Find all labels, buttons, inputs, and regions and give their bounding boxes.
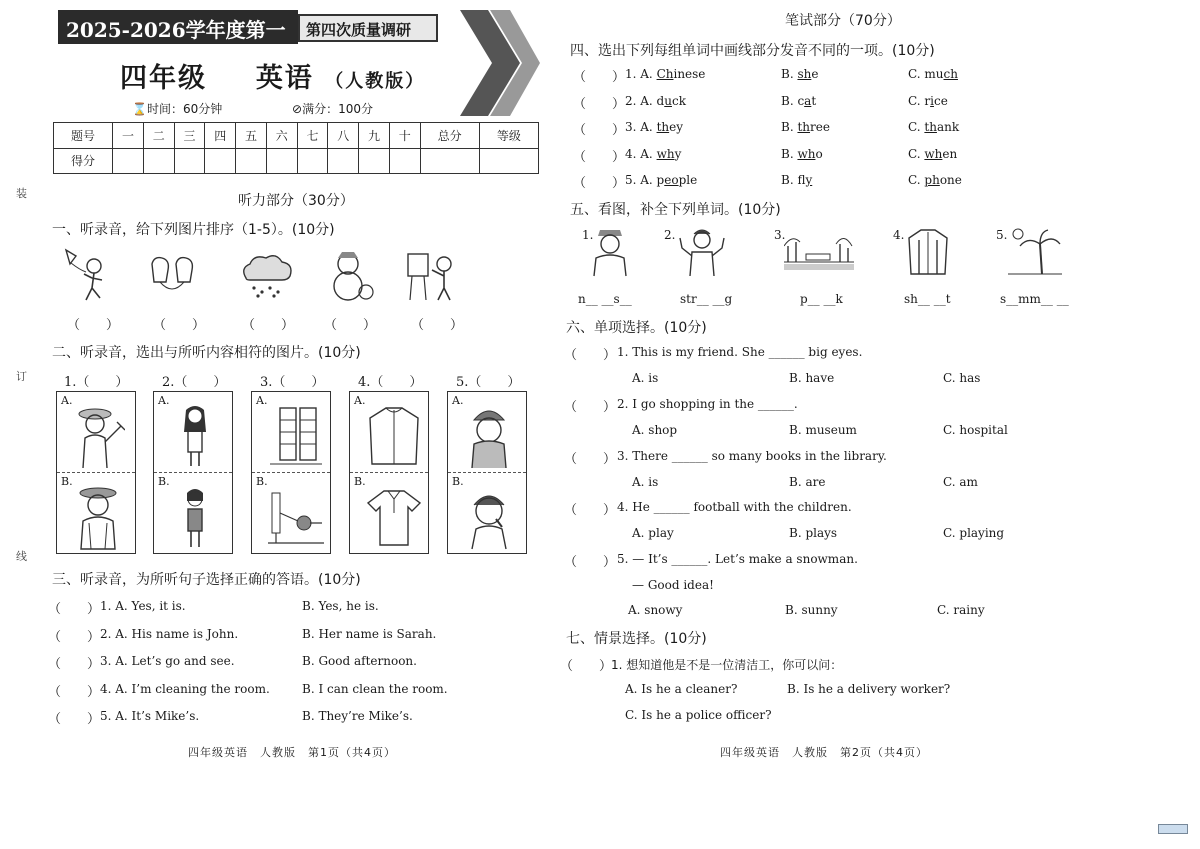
option-c: C. has xyxy=(943,371,981,385)
answer-blank[interactable]: （ ） xyxy=(48,712,101,727)
answer-blank[interactable]: （ ） xyxy=(242,318,295,333)
score-cell: 五 xyxy=(236,123,267,149)
option-label: A. xyxy=(354,394,366,407)
score-cell: 一 xyxy=(113,123,144,149)
word-part: C. xyxy=(908,120,925,134)
mittens-icon xyxy=(148,254,198,300)
question-text: 3. There ______ so many books in the library. xyxy=(617,449,887,463)
year-banner: 2025-2026学年度第一学期 xyxy=(58,10,298,44)
answer-blank[interactable]: （ ） xyxy=(573,176,626,191)
word-part: inese xyxy=(673,67,706,81)
question-text: 5. — It’s ______. Let’s make a snowman. xyxy=(617,552,858,566)
word-part: C. mu xyxy=(908,67,944,81)
answer-blank[interactable]: （ ） xyxy=(48,657,101,672)
option-b: B. are xyxy=(789,475,826,489)
score-cell: 四 xyxy=(205,123,236,149)
question-number: 2. xyxy=(664,228,676,242)
word-blank[interactable]: s__mm__ __ xyxy=(1000,292,1069,306)
check-circle-icon: ⊘ xyxy=(292,102,303,116)
option-b: B. Yes, he is. xyxy=(302,599,379,613)
answer-blank[interactable]: （ ） xyxy=(48,630,101,645)
question-number: 1. xyxy=(582,228,594,242)
score-input-cell[interactable] xyxy=(328,148,359,174)
picture-choice-box xyxy=(447,391,527,554)
hourglass-icon: ⌛ xyxy=(132,102,147,116)
strong-boy-icon xyxy=(676,226,728,278)
word-part: B. xyxy=(781,67,798,81)
option-label: A. xyxy=(158,394,170,407)
score-table-header-row xyxy=(54,123,539,149)
listening-title: 听力部分（30分） xyxy=(238,193,354,209)
option-b: B. have xyxy=(789,371,835,385)
score-input-cell[interactable] xyxy=(113,148,144,174)
score-input-cell[interactable] xyxy=(297,148,328,174)
word-part: ey xyxy=(669,120,684,134)
option-a: 1. A. Yes, it is. xyxy=(100,599,186,613)
option-a: 4. A. I’m cleaning the room. xyxy=(100,682,270,696)
underlined-letters: wh xyxy=(797,147,816,161)
option-a: 5. A. It’s Mike’s. xyxy=(100,709,200,723)
page-footer: 四年级英语 人教版 第2页（共4页） xyxy=(720,746,928,759)
rain-cloud-icon xyxy=(238,252,296,300)
option-label: B. xyxy=(452,475,464,488)
score-cell: 八 xyxy=(328,123,359,149)
option-b xyxy=(781,67,818,81)
score-cell: 总分 xyxy=(420,123,479,149)
margin-mark: 线 xyxy=(16,550,27,563)
score-cell: 二 xyxy=(143,123,174,149)
score-cell: 题号 xyxy=(54,123,113,149)
underlined-letters: wh xyxy=(656,147,675,161)
option-b: B. I can clean the room. xyxy=(302,682,448,696)
answer-blank[interactable]: （ ） xyxy=(67,318,120,333)
answer-blank[interactable]: （ ） xyxy=(573,150,626,165)
page-footer: 四年级英语 人教版 第1页（共4页） xyxy=(188,746,396,759)
kite-boy-icon xyxy=(62,248,112,304)
option-b[interactable] xyxy=(448,473,526,554)
score-input-cell[interactable] xyxy=(236,148,267,174)
score-cell: 九 xyxy=(359,123,390,149)
snowman-icon xyxy=(326,250,376,302)
option-a xyxy=(625,67,705,81)
section-4-title: 四、选出下列每组单词中画线部分发音不同的一项。(10分) xyxy=(570,43,935,59)
word-part: 1. A. xyxy=(625,67,657,81)
question-text-reply: — Good idea! xyxy=(632,578,714,592)
question-number: 4. xyxy=(893,228,905,242)
option-c: C. rainy xyxy=(937,603,985,617)
exam-banner: 第四次质量调研 xyxy=(298,14,438,42)
score-input-cell[interactable] xyxy=(479,148,538,174)
option-a: A. is xyxy=(632,475,659,489)
girl-short-hair-icon xyxy=(168,483,222,551)
word-blank[interactable]: p__ __k xyxy=(800,292,843,306)
option-c xyxy=(908,94,948,108)
option-b: B. Her name is Sarah. xyxy=(302,627,437,641)
word-blank[interactable]: sh__ __t xyxy=(904,292,951,306)
question-text: 1. 想知道他是不是一位清洁工，你可以问： xyxy=(611,658,843,672)
picture-choice-box xyxy=(349,391,429,554)
section-2-title: 二、听录音，选出与所听内容相符的图片。(10分) xyxy=(52,345,361,361)
word-part: 4. A. xyxy=(625,147,657,161)
answer-blank[interactable]: （ ） xyxy=(48,602,101,617)
word-part: e xyxy=(811,67,819,81)
word-part: C. xyxy=(908,173,925,187)
shirt-long-sleeve-icon xyxy=(905,226,951,278)
answer-blank[interactable]: （ ） xyxy=(48,685,101,700)
picture-choice-box xyxy=(153,391,233,554)
section-1-title: 一、听录音，给下列图片排序（1-5）。(10分) xyxy=(52,222,335,238)
underlined-letters: th xyxy=(924,120,937,134)
answer-blank[interactable]: （ ） xyxy=(573,123,626,138)
answer-blank[interactable]: （ ） xyxy=(560,659,613,674)
option-b: B. Good afternoon. xyxy=(302,654,417,668)
option-b[interactable] xyxy=(252,473,330,554)
option-label: A. xyxy=(452,394,464,407)
underlined-letters: sh xyxy=(797,67,812,81)
underlined-letters: ch xyxy=(943,67,958,81)
answer-blank[interactable]: （ ） xyxy=(564,400,617,415)
bookshelf-library-icon xyxy=(266,402,326,468)
time-label: 时间：60分钟 xyxy=(146,102,223,116)
word-part: o xyxy=(815,147,823,161)
option-a: A. shop xyxy=(632,423,678,437)
word-part: ree xyxy=(810,120,830,134)
underlined-letters: y xyxy=(805,173,813,187)
full-score-label: 满分：100分 xyxy=(302,102,373,116)
word-part: B. c xyxy=(781,94,805,108)
option-label: B. xyxy=(354,475,366,488)
underlined-letters: i xyxy=(930,94,934,108)
option-a[interactable] xyxy=(252,392,330,473)
option-a[interactable] xyxy=(448,392,526,473)
option-a xyxy=(625,173,697,187)
word-part: B. fl xyxy=(781,173,806,187)
option-a: 3. A. Let’s go and see. xyxy=(100,654,235,668)
option-a: A. is xyxy=(632,371,659,385)
option-a[interactable] xyxy=(154,392,232,473)
answer-blank[interactable]: （ ） xyxy=(153,318,206,333)
question-text: 2. I go shopping in the ______. xyxy=(617,397,798,411)
question-number[interactable]: 1.（ ） xyxy=(64,375,129,390)
option-c xyxy=(908,67,958,81)
picture-choice-box xyxy=(251,391,331,554)
edition-label: （人教版） xyxy=(325,71,426,92)
option-b xyxy=(781,147,823,161)
option-b xyxy=(781,120,830,134)
score-table xyxy=(53,122,539,174)
summer-palm-tree-icon xyxy=(1006,226,1062,278)
score-table-score-row xyxy=(54,148,539,174)
margin-mark: 装 xyxy=(16,187,27,200)
score-input-cell[interactable] xyxy=(359,148,390,174)
word-part: en xyxy=(942,147,958,161)
question-text: 1. This is my friend. She ______ big eyes. xyxy=(617,345,863,359)
score-input-cell[interactable] xyxy=(205,148,236,174)
underlined-letters: Ch xyxy=(656,67,674,81)
option-b: B. Is he a delivery worker? xyxy=(787,682,951,696)
option-b: B. They’re Mike’s. xyxy=(302,709,413,723)
option-b: B. sunny xyxy=(785,603,838,617)
old-man-icon xyxy=(71,483,125,551)
option-b[interactable] xyxy=(57,473,135,554)
option-b[interactable] xyxy=(350,473,428,554)
word-part: ple xyxy=(678,173,698,187)
question-text: 4. He ______ football with the children. xyxy=(617,500,852,514)
girl-long-hair-icon xyxy=(168,402,222,470)
underlined-letters: th xyxy=(656,120,670,134)
section-6-title: 六、单项选择。(10分) xyxy=(566,320,707,336)
option-label: A. xyxy=(61,394,73,407)
option-b xyxy=(781,94,816,108)
word-part: t xyxy=(811,94,817,108)
option-c: C. Is he a police officer? xyxy=(625,708,772,722)
option-c: C. am xyxy=(943,475,978,489)
option-c xyxy=(908,120,959,134)
option-c xyxy=(908,147,957,161)
question-number[interactable]: 5.（ ） xyxy=(456,375,521,390)
margin-mark: 订 xyxy=(16,370,27,383)
word-part: 5. A. p xyxy=(625,173,665,187)
score-cell: 三 xyxy=(174,123,205,149)
option-a xyxy=(625,147,681,161)
option-a: A. play xyxy=(632,526,674,540)
answer-blank[interactable]: （ ） xyxy=(564,555,617,570)
option-b: B. plays xyxy=(789,526,838,540)
option-a[interactable] xyxy=(57,392,135,473)
option-label: A. xyxy=(256,394,268,407)
watermark-logo-icon xyxy=(1158,824,1188,834)
option-a: A. Is he a cleaner? xyxy=(625,682,738,696)
word-part: B. xyxy=(781,147,798,161)
written-title: 笔试部分（70分） xyxy=(785,13,901,29)
exam-title xyxy=(120,56,425,95)
underlined-letters: eo xyxy=(664,173,679,187)
score-cell: 得分 xyxy=(54,148,113,174)
underlined-letters: a xyxy=(804,94,812,108)
score-cell: 等级 xyxy=(479,123,538,149)
score-cell: 六 xyxy=(266,123,297,149)
word-part: ck xyxy=(671,94,686,108)
question-number: 5. xyxy=(996,228,1008,242)
answer-blank[interactable]: （ ） xyxy=(564,503,617,518)
jacket-icon xyxy=(364,402,424,470)
answer-blank[interactable]: （ ） xyxy=(324,318,377,333)
underlined-letters: u xyxy=(664,94,672,108)
option-a[interactable] xyxy=(350,392,428,473)
question-number[interactable]: 3.（ ） xyxy=(260,375,325,390)
score-input-cell[interactable] xyxy=(143,148,174,174)
score-info xyxy=(292,100,373,117)
nurse-icon xyxy=(590,228,630,278)
word-part: ce xyxy=(933,94,948,108)
word-part: C. xyxy=(908,147,925,161)
score-input-cell[interactable] xyxy=(420,148,479,174)
word-part: ank xyxy=(936,120,960,134)
farmer-with-tool-icon xyxy=(71,402,125,470)
word-part: C. r xyxy=(908,94,931,108)
shirt-icon xyxy=(364,483,424,551)
score-input-cell[interactable] xyxy=(266,148,297,174)
answer-blank[interactable]: （ ） xyxy=(573,70,626,85)
word-blank[interactable]: n__ __s__ xyxy=(578,292,632,306)
word-part: B. xyxy=(781,120,798,134)
score-cell: 十 xyxy=(389,123,420,149)
score-input-cell[interactable] xyxy=(174,148,205,174)
child-in-winter-hat-icon xyxy=(462,402,516,470)
question-number: 3. xyxy=(774,228,786,242)
word-part: one xyxy=(939,173,962,187)
option-a xyxy=(625,94,686,108)
word-part: 3. A. xyxy=(625,120,657,134)
score-cell: 七 xyxy=(297,123,328,149)
option-label: B. xyxy=(61,475,73,488)
answer-blank[interactable]: （ ） xyxy=(564,452,617,467)
option-b xyxy=(781,173,812,187)
section-7-title: 七、情景选择。(10分) xyxy=(566,631,707,647)
question-number[interactable]: 4.（ ） xyxy=(358,375,423,390)
option-label: B. xyxy=(158,475,170,488)
option-b: B. museum xyxy=(789,423,857,437)
answer-blank[interactable]: （ ） xyxy=(564,348,617,363)
underlined-letters: wh xyxy=(924,147,943,161)
option-a: A. snowy xyxy=(628,603,683,617)
grade-label: 四年级 xyxy=(120,63,207,94)
picture-choice-box xyxy=(56,391,136,554)
option-b[interactable] xyxy=(154,473,232,554)
word-part: y xyxy=(674,147,682,161)
option-c: C. playing xyxy=(943,526,1005,540)
option-a: 2. A. His name is John. xyxy=(100,627,239,641)
underlined-letters: th xyxy=(797,120,811,134)
option-c xyxy=(908,173,962,187)
score-input-cell[interactable] xyxy=(389,148,420,174)
section-3-title: 三、听录音，为所听句子选择正确的答语。(10分) xyxy=(52,572,361,588)
boy-at-easel-icon xyxy=(404,250,460,302)
subject-label: 英语 xyxy=(255,63,314,94)
time-info xyxy=(132,100,222,117)
science-lab-icon xyxy=(266,483,326,549)
option-a xyxy=(625,120,683,134)
option-c: C. hospital xyxy=(943,423,1008,437)
option-label: B. xyxy=(256,475,268,488)
word-blank[interactable]: str__ __g xyxy=(680,292,733,306)
section-5-title: 五、看图，补全下列单词。(10分) xyxy=(570,202,781,218)
sick-child-icon xyxy=(462,483,516,551)
answer-blank[interactable]: （ ） xyxy=(411,318,464,333)
question-number[interactable]: 2.（ ） xyxy=(162,375,227,390)
park-icon xyxy=(784,232,854,272)
word-part: 2. A. d xyxy=(625,94,665,108)
underlined-letters: ph xyxy=(924,173,940,187)
answer-blank[interactable]: （ ） xyxy=(573,97,626,112)
chevron-decoration-icon xyxy=(460,10,540,116)
